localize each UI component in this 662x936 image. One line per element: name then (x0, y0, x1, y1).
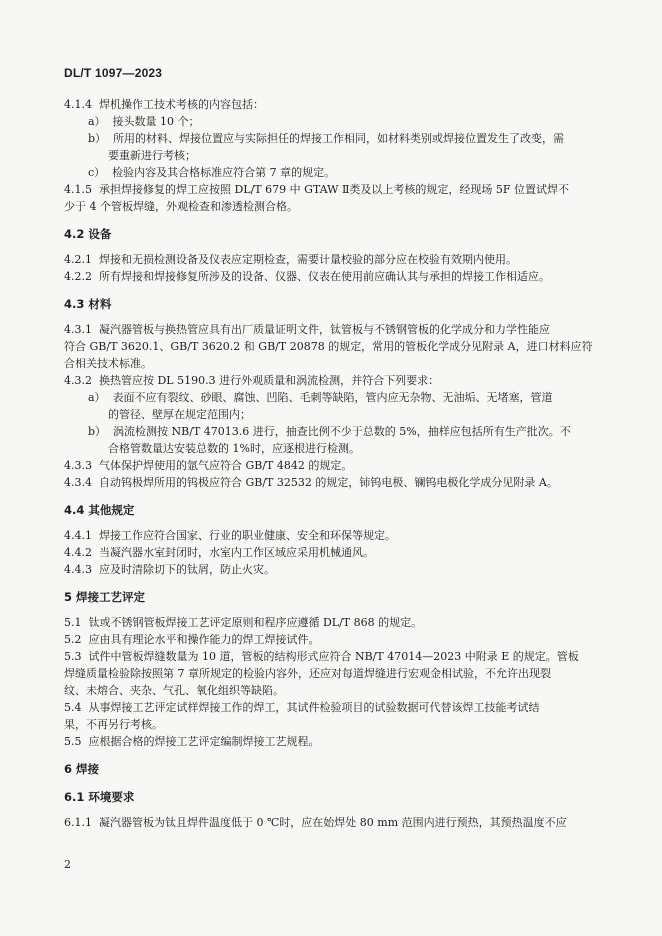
section-4-4-heading: 4.4 其他规定 (64, 503, 135, 517)
clause-5-4-cont: 果，不再另行考核。 (64, 718, 163, 731)
clause-4-4-3: 4.4.3 应及时清除切下的钛屑，防止火灾。 (64, 563, 275, 576)
list-item-b: b） 涡流检测按 NB/T 47013.6 进行，抽查比例不少于总数的 5%，抽样应包括所有生产批次。不 (88, 425, 571, 438)
clause-5-3: 5.3 试件中管板焊缝数量为 10 道，管板的结构形式应符合 NB/T 47014—2023 中附录 E 的规定。管板 (64, 650, 579, 663)
list-item-c: c） 检验内容及其合格标准应符合第 7 章的规定。 (88, 166, 336, 179)
clause-4-3-1: 4.3.1 凝汽器管板与换热管应具有出厂质量证明文件，钛管板与不锈钢管板的化学成分和力学性能应 (64, 323, 550, 336)
clause-4-3-4: 4.3.4 自动钨极焊所用的钨极应符合 GB/T 32532 的规定，铈钨电极、镧钨电极化学成分见附录 A。 (64, 476, 558, 489)
clause-5-1: 5.1 钛或不锈钢管板焊接工艺评定原则和程序应遵循 DL/T 868 的规定。 (64, 616, 423, 629)
list-item-a: a） 表面不应有裂纹、砂眼、腐蚀、凹陷、毛刺等缺陷，管内应无杂物、无油垢、无堵塞，管道 (88, 391, 553, 404)
section-4-3-heading: 4.3 材料 (64, 297, 112, 311)
clause-5-3-cont: 焊缝质量检验除按照第 7 章所规定的检验内容外，还应对每道焊缝进行宏观金相试验，不允许出现裂 (64, 667, 551, 680)
page-number: 2 (64, 858, 71, 871)
clause-5-4: 5.4 从事焊接工艺评定试样焊接工作的焊工，其试件检验项目的试验数据可代替该焊工技能考试结 (64, 701, 540, 714)
clause-4-2-2: 4.2.2 所有焊接和焊接修复所涉及的设备、仪器、仪表在使用前应确认其与承担的焊接工作相适应。 (64, 270, 550, 283)
chapter-5-heading: 5 焊接工艺评定 (64, 590, 146, 604)
list-item-a-cont: 的管径、壁厚在规定范围内； (108, 408, 251, 421)
clause-4-4-1: 4.4.1 焊接工作应符合国家、行业的职业健康、安全和环保等规定。 (64, 529, 396, 542)
chapter-6-heading: 6 焊接 (64, 762, 100, 776)
section-4-2-heading: 4.2 设备 (64, 227, 112, 241)
clause-4-2-1: 4.2.1 焊接和无损检测设备及仪表应定期检查，需要计量校验的部分应在校验有效期内使用。 (64, 253, 517, 266)
clause-5-3-cont2: 纹、未熔合、夹杂、气孔、氧化组织等缺陷。 (64, 684, 284, 697)
clause-4-3-1-cont: 符合 GB/T 3620.1、GB/T 3620.2 和 GB/T 20878 的规定，常用的管板化学成分见附录 A，进口材料应符 (64, 340, 593, 353)
clause-4-4-2: 4.4.2 当凝汽器水室封闭时，水室内工作区域应采用机械通风。 (64, 546, 374, 559)
list-item-a: a） 接头数量 10 个； (88, 115, 200, 128)
clause-5-5: 5.5 应根据合格的焊接工艺评定编制焊接工艺规程。 (64, 735, 320, 748)
clause-4-3-3: 4.3.3 气体保护焊使用的氩气应符合 GB/T 4842 的规定。 (64, 459, 353, 472)
section-6-1-heading: 6.1 环境要求 (64, 790, 135, 804)
clause-4-3-2: 4.3.2 换热管应按 DL 5190.3 进行外观质量和涡流检测，并符合下列要求： (64, 374, 440, 387)
clause-4-1-4: 4.1.4 焊机操作工技术考核的内容包括： (64, 98, 264, 111)
standard-number: DL/T 1097—2023 (64, 66, 163, 80)
clause-5-2: 5.2 应由具有理论水平和操作能力的焊工焊接试件。 (64, 633, 320, 646)
clause-4-3-1-cont2: 合相关技术标准。 (64, 357, 152, 370)
page-body (64, 96, 604, 831)
list-item-b: b） 所用的材料、焊接位置应与实际担任的焊接工作相同，如材料类别或焊接位置发生了改变，需 (88, 132, 565, 145)
clause-4-1-5-cont: 少于 4 个管板焊缝，外观检查和渗透检测合格。 (64, 200, 298, 213)
clause-6-1-1: 6.1.1 凝汽器管板为钛且焊件温度低于 0 ℃时，应在始焊处 80 mm 范围内进行预热，其预热温度不应 (64, 816, 567, 829)
clause-4-1-5: 4.1.5 承担焊接修复的焊工应按照 DL/T 679 中 GTAW Ⅱ类及以上考核的规定，经现场 5F 位置试焊不 (64, 183, 570, 196)
list-item-b-cont: 合格管数量达安装总数的 1%时，应逐根进行检测。 (108, 442, 360, 455)
list-item-b-cont: 要重新进行考核； (108, 149, 196, 162)
